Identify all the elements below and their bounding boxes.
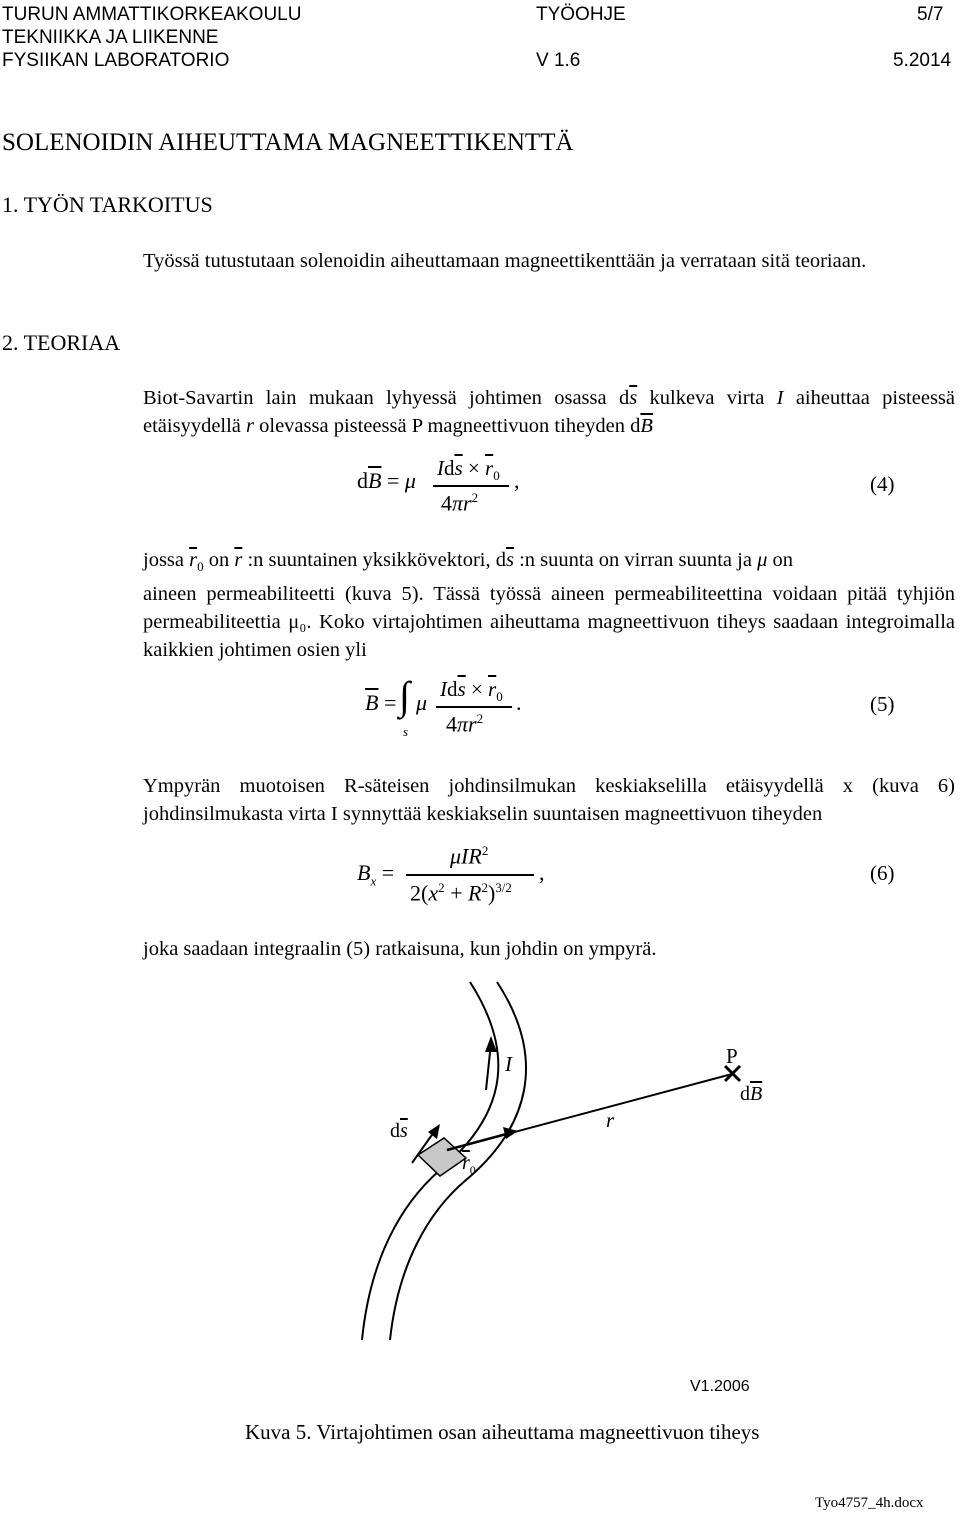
header-org-2: TEKNIIKKA JA LIIKENNE xyxy=(2,27,219,48)
footer-filename: Tyo4757_4h.docx xyxy=(815,1495,924,1511)
header-org-1: TURUN AMMATTIKORKEAKOULU xyxy=(2,4,302,25)
figure-label-r: r xyxy=(606,1108,615,1132)
eq5-number: (5) xyxy=(870,692,895,716)
p1-text-d: olevassa pisteessä P magneettivuon tiheyden d xyxy=(254,415,641,437)
figure-label-r0: $\overline{r}_0$ xyxy=(462,1152,476,1177)
header-doc-type: TYÖOHJE xyxy=(536,4,626,25)
p1-s: $\overline{s}$ xyxy=(629,387,638,409)
header-version: V 1.6 xyxy=(536,50,581,71)
section-2-heading: 2. TEORIAA xyxy=(2,330,121,355)
p1-B: $\overline{B}$ xyxy=(640,415,653,437)
p1-text-a: Biot-Savartin lain mukaan lyhyessä johtimen osassa d xyxy=(143,387,630,409)
paragraph-permeability: aineen permeabiliteetti (kuva 5). Tässä työssä aineen permeabiliteettina voidaan pitää tyhjiön permeabiliteettia μ₀. Koko virtajohtimen aiheuttama magneettivuon tiheys saadaan integroimalla kaikkien johtimen osien yli xyxy=(143,583,955,661)
p1-text-c: aiheuttaa pisteessä etäisyydellä xyxy=(143,387,956,437)
figure-label-I: I xyxy=(505,1052,512,1076)
section-1-heading: 1. TYÖN TARKOITUS xyxy=(2,192,213,217)
r0-arrow-line xyxy=(447,1133,510,1150)
figure-label-dB: $d\overline{B}$ xyxy=(740,1083,763,1105)
figure-version-tag: V1.2006 xyxy=(690,1378,750,1395)
header-org-3: FYSIIKAN LABORATORIO xyxy=(2,50,230,71)
p1-r: r xyxy=(246,415,255,437)
header-date: 5.2014 xyxy=(893,50,952,71)
paragraph-loop: Ympyrän muotoisen R-säteisen johdinsilmukan keskiakselilla etäisyydellä x (kuva 6) johdinsilmukasta virta I synnyttää keskiakselin suuntaisen magneettivuon tiheyden xyxy=(143,775,955,825)
paragraph-permeability-intro: jossa $\overline{r}_0$ on $\overline{r}$ :n suuntainen yksikkövektori, $d\overline{s}$ :n suunta on virran suunta ja μ on xyxy=(143,549,793,575)
header-page: 5/7 xyxy=(917,4,944,25)
section-1-text: Työssä tutustutaan solenoidin aiheuttamaan magneettikenttään ja verrataan sitä teoriaan. xyxy=(143,250,867,272)
paragraph-solution: joka saadaan integraalin (5) ratkaisuna, kun johdin on ympyrä. xyxy=(143,938,657,960)
p1-I: I xyxy=(776,387,784,409)
eq4-number: (4) xyxy=(870,472,895,496)
p1-text-b: kulkeva virta xyxy=(637,387,777,409)
eq6-number: (6) xyxy=(870,861,895,885)
figure-label-ds: $d\overline{s}$ xyxy=(390,1120,408,1142)
figure-caption: Kuva 5. Virtajohtimen osan aiheuttama magneettivuon tiheys xyxy=(245,1420,760,1444)
figure-label-P: P xyxy=(726,1044,738,1068)
page-title: SOLENOIDIN AIHEUTTAMA MAGNEETTIKENTTÄ xyxy=(2,129,574,156)
